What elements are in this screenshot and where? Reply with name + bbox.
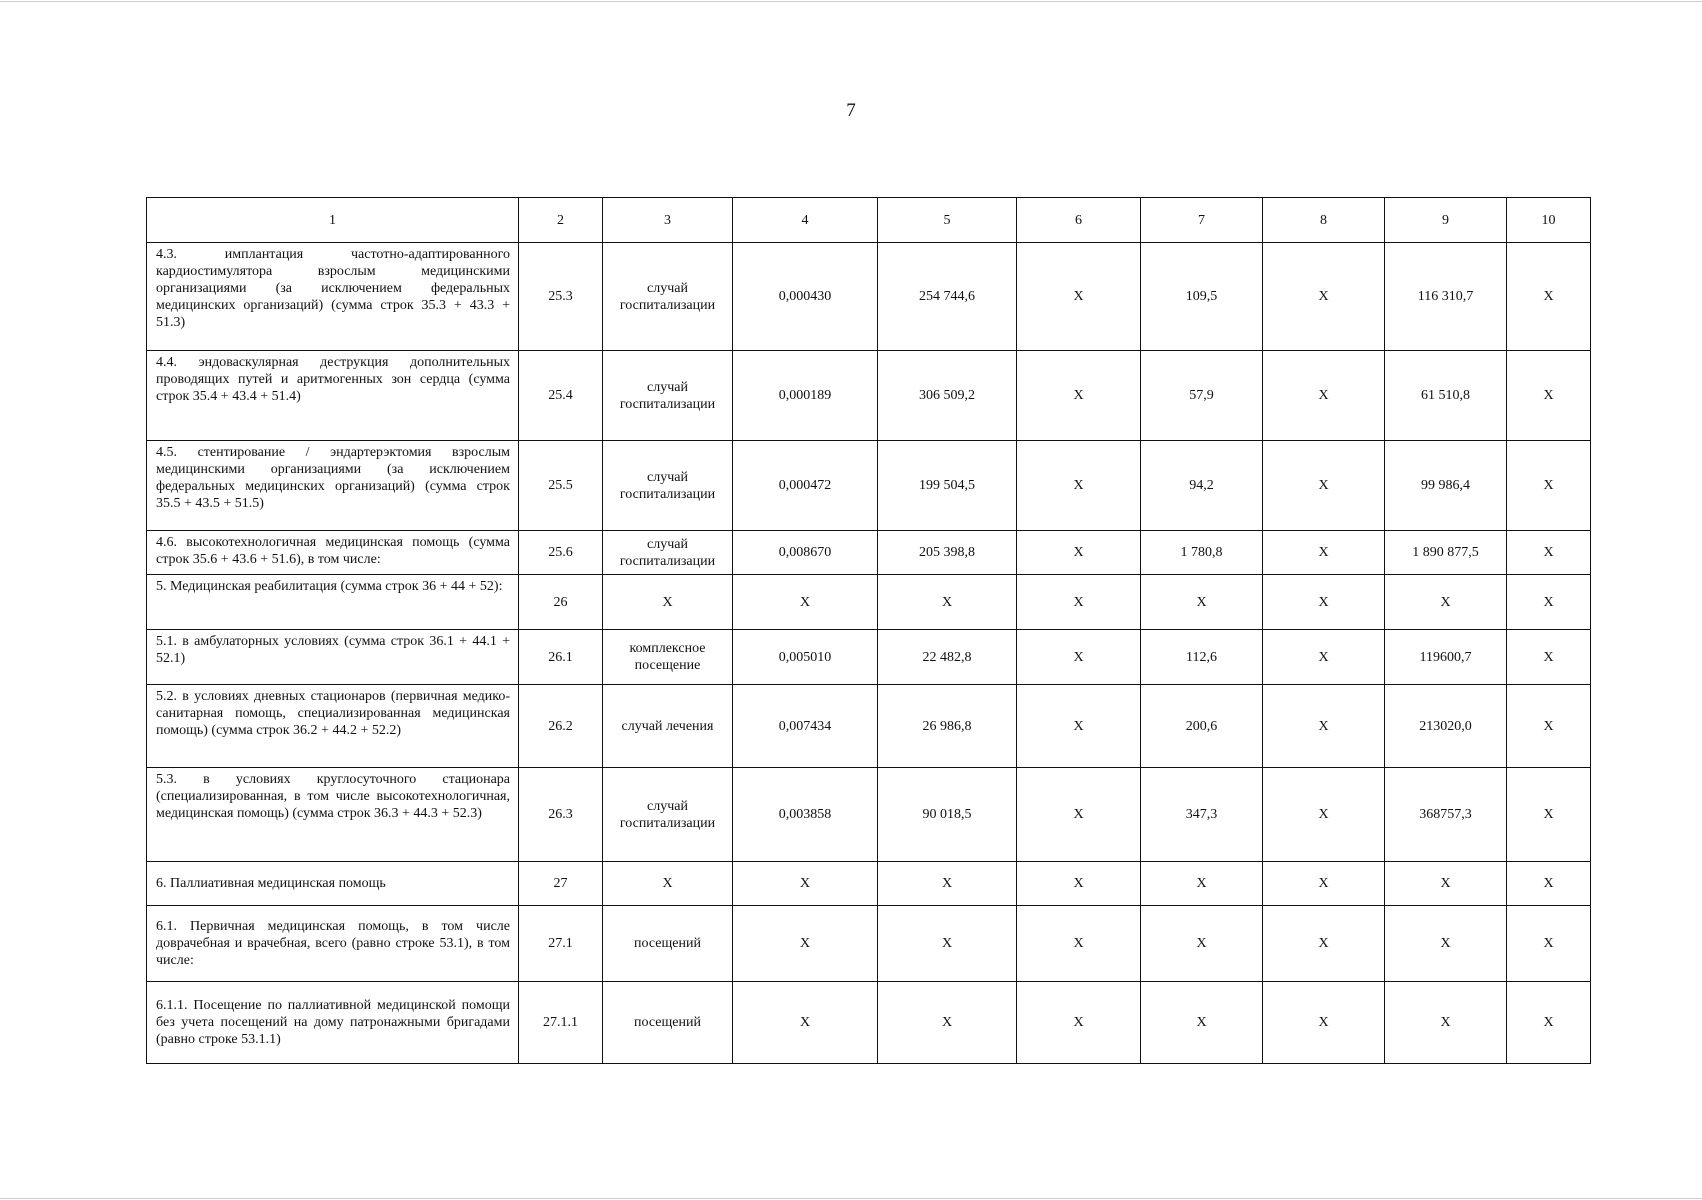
table-row <box>147 982 1591 1064</box>
cell-col6: X <box>1017 906 1141 982</box>
column-header: 4 <box>733 198 878 243</box>
line-number: 27.1 <box>519 906 603 982</box>
cell-col4: 0,000430 <box>733 243 878 351</box>
cell-col10: X <box>1507 630 1591 685</box>
cell-col6: X <box>1017 685 1141 768</box>
line-number: 26.3 <box>519 768 603 862</box>
cell-col5: 90 018,5 <box>878 768 1017 862</box>
row-description: 4.6. высокотехнологичная медицинская помощь (сумма строк 35.6 + 43.6 + 51.6), в том числе: <box>147 531 519 575</box>
cell-col6: X <box>1017 575 1141 630</box>
cell-col6: X <box>1017 630 1141 685</box>
cell-col10: X <box>1507 531 1591 575</box>
column-header: 3 <box>603 198 733 243</box>
cell-col6: X <box>1017 441 1141 531</box>
table-row <box>147 441 1591 531</box>
column-header: 7 <box>1141 198 1263 243</box>
cell-col7: 112,6 <box>1141 630 1263 685</box>
cell-col5: X <box>878 862 1017 906</box>
unit-cell: случай госпитализации <box>603 768 733 862</box>
cell-col8: X <box>1263 982 1385 1064</box>
cell-col5: 306 509,2 <box>878 351 1017 441</box>
cell-col9: X <box>1385 906 1507 982</box>
cell-col5: X <box>878 906 1017 982</box>
cell-col6: X <box>1017 243 1141 351</box>
unit-cell: случай госпитализации <box>603 531 733 575</box>
cell-col9: X <box>1385 982 1507 1064</box>
cell-col4: 0,007434 <box>733 685 878 768</box>
unit-cell: случай госпитализации <box>603 351 733 441</box>
row-description: 6. Паллиативная медицинская помощь <box>147 862 519 906</box>
line-number: 25.5 <box>519 441 603 531</box>
cell-col9: 119600,7 <box>1385 630 1507 685</box>
table-row <box>147 906 1591 982</box>
cell-col4: 0,003858 <box>733 768 878 862</box>
table-row <box>147 862 1591 906</box>
cell-col10: X <box>1507 906 1591 982</box>
cell-col10: X <box>1507 862 1591 906</box>
cell-col10: X <box>1507 575 1591 630</box>
cell-col6: X <box>1017 768 1141 862</box>
table-row <box>147 630 1591 685</box>
unit-cell: посещений <box>603 906 733 982</box>
cell-col10: X <box>1507 351 1591 441</box>
cell-col7: 200,6 <box>1141 685 1263 768</box>
line-number: 27 <box>519 862 603 906</box>
unit-cell: комплексное посещение <box>603 630 733 685</box>
line-number: 25.3 <box>519 243 603 351</box>
cell-col6: X <box>1017 531 1141 575</box>
row-description: 5.3. в условиях круглосуточного стационара (специализированная, в том числе высокотехнологичная, медицинская помощь) (сумма строк 36.3 + 44.3 + 52.3) <box>147 768 519 862</box>
table-row <box>147 685 1591 768</box>
column-header: 1 <box>147 198 519 243</box>
cell-col10: X <box>1507 982 1591 1064</box>
cell-col9: 116 310,7 <box>1385 243 1507 351</box>
cell-col9: 1 890 877,5 <box>1385 531 1507 575</box>
cell-col9: 99 986,4 <box>1385 441 1507 531</box>
cell-col7: X <box>1141 906 1263 982</box>
cell-col7: 94,2 <box>1141 441 1263 531</box>
cell-col8: X <box>1263 862 1385 906</box>
row-description: 6.1.1. Посещение по паллиативной медицинской помощи без учета посещений на дому патронажными бригадами (равно строке 53.1.1) <box>147 982 519 1064</box>
line-number: 26.1 <box>519 630 603 685</box>
cell-col7: 57,9 <box>1141 351 1263 441</box>
cell-col5: 205 398,8 <box>878 531 1017 575</box>
cell-col9: 213020,0 <box>1385 685 1507 768</box>
cell-col6: X <box>1017 862 1141 906</box>
cell-col7: 1 780,8 <box>1141 531 1263 575</box>
table-row <box>147 351 1591 441</box>
cell-col6: X <box>1017 982 1141 1064</box>
cell-col9: X <box>1385 575 1507 630</box>
cell-col10: X <box>1507 768 1591 862</box>
cell-col4: X <box>733 906 878 982</box>
cell-col10: X <box>1507 685 1591 768</box>
table-row <box>147 768 1591 862</box>
row-description: 5.2. в условиях дневных стационаров (первичная медико-санитарная помощь, специализированная медицинская помощь) (сумма строк 36.2 + 44.2 + 52.2) <box>147 685 519 768</box>
cell-col4: X <box>733 982 878 1064</box>
cell-col4: 0,005010 <box>733 630 878 685</box>
column-header: 5 <box>878 198 1017 243</box>
row-description: 6.1. Первичная медицинская помощь, в том числе доврачебная и врачебная, всего (равно строке 53.1), в том числе: <box>147 906 519 982</box>
line-number: 26.2 <box>519 685 603 768</box>
line-number: 25.4 <box>519 351 603 441</box>
cell-col7: X <box>1141 982 1263 1064</box>
unit-cell: случай лечения <box>603 685 733 768</box>
row-description: 5. Медицинская реабилитация (сумма строк 36 + 44 + 52): <box>147 575 519 630</box>
unit-cell: случай госпитализации <box>603 441 733 531</box>
cell-col7: 347,3 <box>1141 768 1263 862</box>
cell-col8: X <box>1263 768 1385 862</box>
table-row <box>147 243 1591 351</box>
unit-cell: X <box>603 575 733 630</box>
row-description: 4.5. стентирование / эндартерэктомия взрослым медицинскими организациями (за исключением федеральных медицинских организаций) (сумма строк 35.5 + 43.5 + 51.5) <box>147 441 519 531</box>
row-description: 4.4. эндоваскулярная деструкция дополнительных проводящих путей и аритмогенных зон сердца (сумма строк 35.4 + 43.4 + 51.4) <box>147 351 519 441</box>
cell-col8: X <box>1263 531 1385 575</box>
cell-col7: X <box>1141 862 1263 906</box>
row-description: 5.1. в амбулаторных условиях (сумма строк 36.1 + 44.1 + 52.1) <box>147 630 519 685</box>
line-number: 26 <box>519 575 603 630</box>
page-number: 7 <box>846 100 856 121</box>
data-table <box>146 197 1591 1064</box>
cell-col4: 0,000189 <box>733 351 878 441</box>
column-header: 2 <box>519 198 603 243</box>
cell-col5: 22 482,8 <box>878 630 1017 685</box>
cell-col8: X <box>1263 630 1385 685</box>
cell-col8: X <box>1263 351 1385 441</box>
header-row <box>147 198 1591 243</box>
cell-col8: X <box>1263 575 1385 630</box>
cell-col6: X <box>1017 351 1141 441</box>
line-number: 25.6 <box>519 531 603 575</box>
cell-col5: 254 744,6 <box>878 243 1017 351</box>
cell-col9: 368757,3 <box>1385 768 1507 862</box>
cell-col8: X <box>1263 906 1385 982</box>
cell-col4: X <box>733 862 878 906</box>
table-row <box>147 531 1591 575</box>
unit-cell: посещений <box>603 982 733 1064</box>
cell-col5: 26 986,8 <box>878 685 1017 768</box>
cell-col10: X <box>1507 441 1591 531</box>
cell-col7: X <box>1141 575 1263 630</box>
column-header: 8 <box>1263 198 1385 243</box>
cell-col7: 109,5 <box>1141 243 1263 351</box>
column-header: 6 <box>1017 198 1141 243</box>
table-row <box>147 575 1591 630</box>
column-header: 9 <box>1385 198 1507 243</box>
line-number: 27.1.1 <box>519 982 603 1064</box>
cell-col4: 0,000472 <box>733 441 878 531</box>
row-description: 4.3. имплантация частотно-адаптированного кардиостимулятора взрослым медицинскими организациями (за исключением федеральных медицинских организаций) (сумма строк 35.3 + 43.3 + 51.3) <box>147 243 519 351</box>
cell-col5: X <box>878 982 1017 1064</box>
cell-col5: X <box>878 575 1017 630</box>
column-header: 10 <box>1507 198 1591 243</box>
cell-col9: 61 510,8 <box>1385 351 1507 441</box>
cell-col10: X <box>1507 243 1591 351</box>
scan-edge-top <box>0 1 1702 2</box>
cell-col8: X <box>1263 441 1385 531</box>
unit-cell: X <box>603 862 733 906</box>
scan-edge-bottom <box>0 1198 1702 1199</box>
cell-col9: X <box>1385 862 1507 906</box>
cell-col8: X <box>1263 685 1385 768</box>
cell-col4: X <box>733 575 878 630</box>
cell-col5: 199 504,5 <box>878 441 1017 531</box>
unit-cell: случай госпитализации <box>603 243 733 351</box>
cell-col8: X <box>1263 243 1385 351</box>
cell-col4: 0,008670 <box>733 531 878 575</box>
